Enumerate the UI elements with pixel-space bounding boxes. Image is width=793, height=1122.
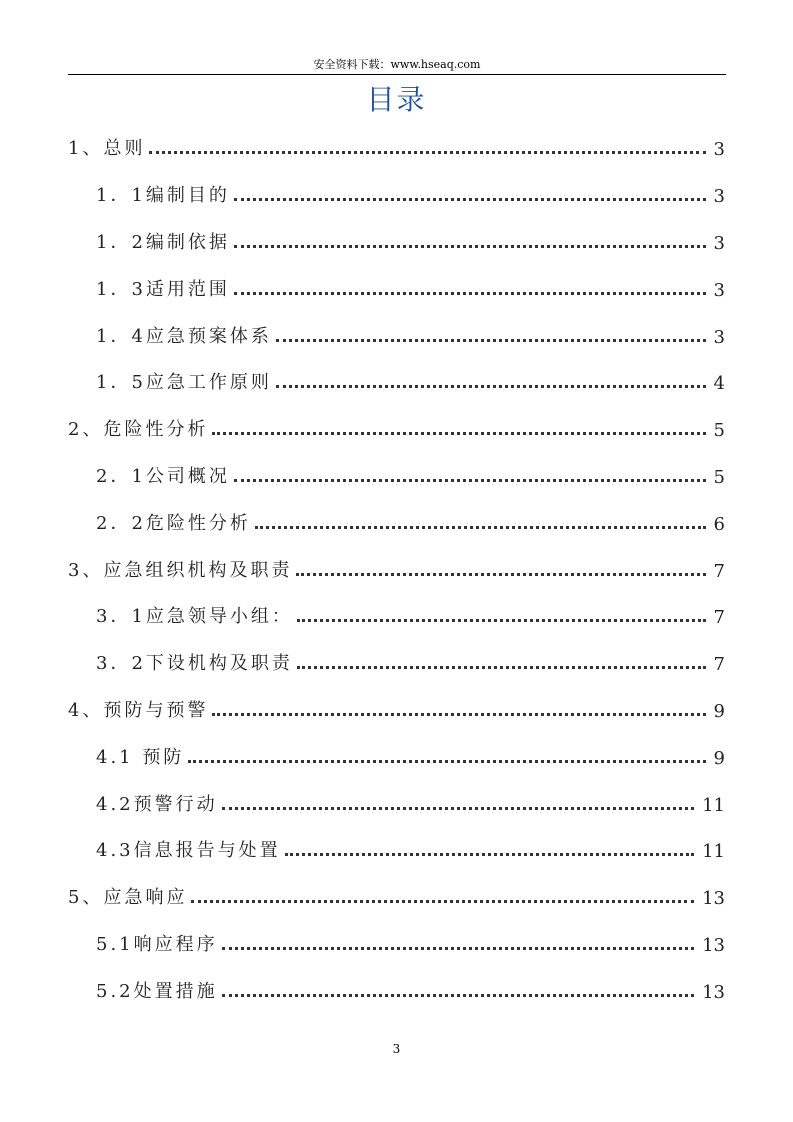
- toc-entry-page: 5: [713, 467, 725, 488]
- toc-dot-leader: [212, 432, 705, 435]
- toc-entry-page: 3: [713, 280, 725, 301]
- toc-entry-label: 1．3适用范围: [96, 279, 230, 300]
- toc-entry[interactable]: [68, 415, 725, 441]
- toc-dot-leader: [297, 619, 706, 622]
- toc-entry-label: 1．5应急工作原则: [96, 372, 272, 393]
- toc-entry-label: 1．2编制依据: [96, 232, 230, 253]
- toc-entry-page: 13: [702, 888, 725, 909]
- toc-entry-label: 4.1 预防: [96, 747, 185, 768]
- toc-entry-page: 6: [713, 514, 725, 535]
- toc-entry-page: 13: [702, 982, 725, 1003]
- toc-entry[interactable]: [96, 181, 725, 207]
- page-header: 安全资料下载：www.hseaq.com: [313, 58, 481, 71]
- toc-entry-label: 4.3信息报告与处置: [96, 840, 281, 861]
- toc-dot-leader: [234, 245, 706, 248]
- toc-dot-leader: [297, 666, 706, 669]
- toc-entry-page: 7: [713, 607, 725, 628]
- toc-entry-page: 3: [713, 186, 725, 207]
- toc-entry[interactable]: [96, 509, 725, 535]
- toc-entry[interactable]: [96, 228, 725, 254]
- toc-entry[interactable]: [68, 696, 725, 722]
- toc-entry-page: 3: [713, 233, 725, 254]
- toc-entry[interactable]: [68, 556, 725, 582]
- toc-dot-leader: [212, 713, 705, 716]
- page-number: 3: [392, 1042, 401, 1056]
- toc-entry-label: 2．2危险性分析: [96, 513, 251, 534]
- toc-entry-label: 5.2处置措施: [96, 981, 218, 1002]
- toc-entry-label: 3．2下设机构及职责: [96, 653, 293, 674]
- toc-entry[interactable]: [96, 275, 725, 301]
- toc-entry-page: 13: [702, 935, 725, 956]
- toc-dot-leader: [149, 151, 705, 154]
- toc-entry-label: 5、应急响应: [68, 887, 188, 908]
- toc-entry-label: 1．4应急预案体系: [96, 326, 272, 347]
- toc-dot-leader: [296, 573, 705, 576]
- toc-entry-label: 4、预防与预警: [68, 700, 209, 721]
- toc-entry[interactable]: [68, 134, 725, 160]
- toc-entry[interactable]: [96, 368, 725, 394]
- toc-entry[interactable]: [96, 322, 725, 348]
- toc-entry-page: 5: [713, 420, 725, 441]
- toc-entry-label: 5.1响应程序: [96, 934, 218, 955]
- toc-dot-leader: [191, 900, 694, 903]
- toc-dot-leader: [255, 526, 706, 529]
- toc-entry[interactable]: [96, 602, 725, 628]
- toc-entry-page: 3: [713, 327, 725, 348]
- toc-entry-label: 1．1编制目的: [96, 185, 230, 206]
- toc-dot-leader: [222, 994, 694, 997]
- toc-title: 目录: [366, 83, 427, 116]
- toc-entry-label: 4.2预警行动: [96, 794, 218, 815]
- toc-entry-label: 3、应急组织机构及职责: [68, 560, 293, 581]
- toc-entry[interactable]: [96, 836, 725, 862]
- toc-entry[interactable]: [96, 649, 725, 675]
- toc-dot-leader: [188, 760, 705, 763]
- toc-entry-page: 9: [713, 748, 725, 769]
- toc-entry-label: 1、总则: [68, 138, 146, 159]
- toc-entry-page: 4: [713, 373, 725, 394]
- toc-entry[interactable]: [96, 790, 725, 816]
- toc-dot-leader: [222, 947, 694, 950]
- toc-entry-label: 2、危险性分析: [68, 419, 209, 440]
- toc-entry-page: 7: [713, 561, 725, 582]
- toc-dot-leader: [285, 853, 694, 856]
- toc-dot-leader: [234, 198, 706, 201]
- toc-entry-page: 11: [702, 795, 725, 816]
- toc-entry-page: 11: [702, 841, 725, 862]
- toc-entry[interactable]: [96, 977, 725, 1003]
- toc-entry-page: 9: [713, 701, 725, 722]
- toc-dot-leader: [276, 339, 706, 342]
- header-divider: [68, 74, 726, 75]
- toc-entry[interactable]: [68, 883, 725, 909]
- toc-entry[interactable]: [96, 930, 725, 956]
- toc-entry-label: 3．1应急领导小组：: [96, 606, 293, 627]
- toc-dot-leader: [234, 292, 706, 295]
- toc-entry[interactable]: [96, 743, 725, 769]
- toc-dot-leader: [222, 807, 694, 810]
- toc-dot-leader: [234, 479, 706, 482]
- toc-entry-page: 7: [713, 654, 725, 675]
- toc-entry-page: 3: [713, 139, 725, 160]
- toc-dot-leader: [276, 385, 706, 388]
- toc-entry-label: 2．1公司概况: [96, 466, 230, 487]
- toc-entry[interactable]: [96, 462, 725, 488]
